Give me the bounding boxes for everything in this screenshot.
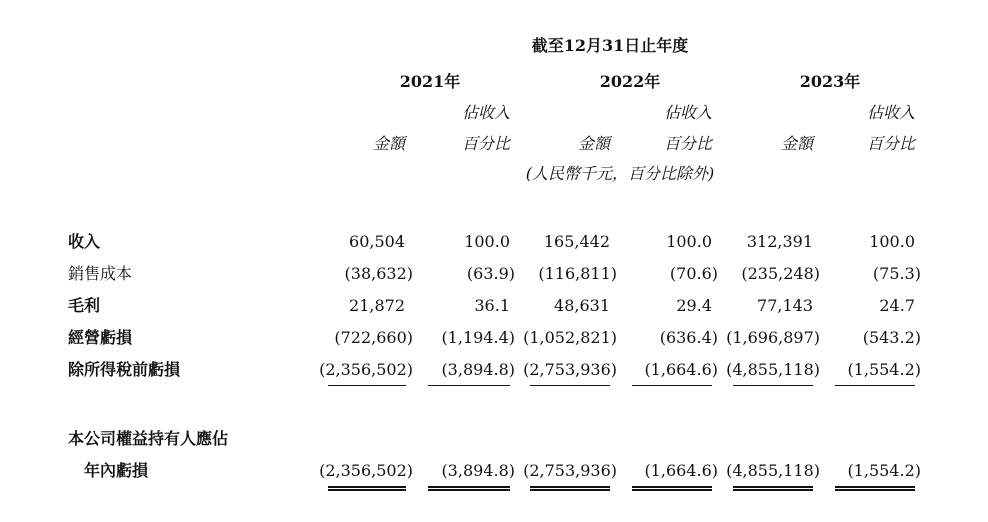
table-cell: (116,811) xyxy=(538,264,617,283)
table-cell: (1,554.2) xyxy=(847,461,921,480)
double-underline xyxy=(835,486,915,491)
double-underline xyxy=(328,486,406,491)
table-cell: 100.0 xyxy=(869,232,915,251)
year-2021-heading: 2021年 xyxy=(399,72,461,91)
underline xyxy=(632,385,712,386)
table-cell: (1,696,897) xyxy=(726,328,820,347)
table-cell: (75.3) xyxy=(872,264,921,283)
table-cell: (543.2) xyxy=(862,328,921,347)
unit-note: (人民幣千元，百分比除外) xyxy=(525,164,715,183)
table-cell: 21,872 xyxy=(349,296,405,315)
double-underline xyxy=(733,486,813,491)
table-cell: (2,356,502) xyxy=(319,461,413,480)
row-label-loss-before-tax: 除所得稅前虧損 xyxy=(68,360,181,379)
table-cell: 48,631 xyxy=(554,296,610,315)
table-cell: 100.0 xyxy=(464,232,510,251)
row-label-attributable-line2: 年內虧損 xyxy=(84,461,149,480)
table-cell: (3,894.8) xyxy=(441,461,515,480)
row-label-revenue: 收入 xyxy=(68,232,101,251)
col-amount-2022: 金額 xyxy=(577,134,610,153)
table-cell: 24.7 xyxy=(879,296,915,315)
col-amount-2023: 金額 xyxy=(780,134,813,153)
row-label-attributable-line1: 本公司權益持有人應佔 xyxy=(68,429,229,448)
table-cell: (70.6) xyxy=(669,264,718,283)
table-cell: (1,664.6) xyxy=(644,461,718,480)
table-cell: 36.1 xyxy=(474,296,510,315)
table-cell: (235,248) xyxy=(741,264,820,283)
table-cell: (1,664.6) xyxy=(644,360,718,379)
col-pct-line2-2023: 百分比 xyxy=(866,134,915,153)
table-cell: (63.9) xyxy=(466,264,515,283)
underline xyxy=(530,385,610,386)
table-cell: (38,632) xyxy=(344,264,413,283)
row-label-cost-of-sales: 銷售成本 xyxy=(68,264,133,283)
underline xyxy=(428,385,510,386)
period-title: 截至12月31日止年度 xyxy=(531,36,689,55)
row-label-operating-loss: 經營虧損 xyxy=(68,328,133,347)
table-cell: 312,391 xyxy=(746,232,813,251)
year-2022-heading: 2022年 xyxy=(599,72,661,91)
col-pct-line1-2023: 佔收入 xyxy=(866,103,915,122)
table-cell: (4,855,118) xyxy=(726,360,820,379)
table-cell: 60,504 xyxy=(349,232,405,251)
underline xyxy=(328,385,406,386)
double-underline xyxy=(632,486,712,491)
year-2023-heading: 2023年 xyxy=(799,72,861,91)
col-pct-line2-2022: 百分比 xyxy=(663,134,712,153)
table-cell: (2,753,936) xyxy=(523,360,617,379)
col-amount-2021: 金額 xyxy=(372,134,405,153)
table-cell: (1,554.2) xyxy=(847,360,921,379)
double-underline xyxy=(428,486,510,491)
double-underline xyxy=(530,486,610,491)
col-pct-line1-2022: 佔收入 xyxy=(663,103,712,122)
row-label-gross-profit: 毛利 xyxy=(68,296,101,315)
table-cell: (636.4) xyxy=(659,328,718,347)
underline xyxy=(835,385,915,386)
underline xyxy=(733,385,813,386)
table-cell: 77,143 xyxy=(757,296,813,315)
table-cell: (4,855,118) xyxy=(726,461,820,480)
table-cell: (3,894.8) xyxy=(441,360,515,379)
table-cell: 165,442 xyxy=(543,232,610,251)
col-pct-line1-2021: 佔收入 xyxy=(461,103,510,122)
table-cell: 100.0 xyxy=(666,232,712,251)
table-cell: (722,660) xyxy=(334,328,413,347)
table-cell: (1,052,821) xyxy=(523,328,617,347)
table-cell: (2,356,502) xyxy=(319,360,413,379)
col-pct-line2-2021: 百分比 xyxy=(461,134,510,153)
table-cell: (1,194.4) xyxy=(441,328,515,347)
table-cell: (2,753,936) xyxy=(523,461,617,480)
table-cell: 29.4 xyxy=(676,296,712,315)
